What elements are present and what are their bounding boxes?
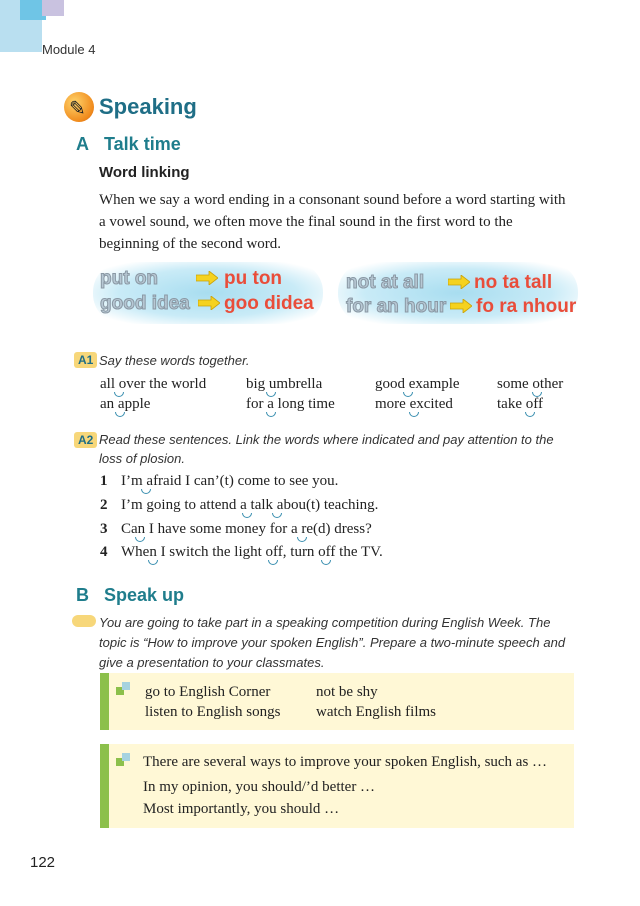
sentence: I’m going to attend a talk abou(t) teaching. (121, 497, 379, 513)
sentence: I’m afraid I can’(t) come to see you. (121, 473, 339, 489)
part-b-letter: B (76, 585, 89, 605)
example-linked: pu ton (224, 268, 283, 289)
example-original: for an hour (346, 296, 447, 317)
example-linked: goo didea (224, 293, 314, 314)
a1-badge: A1 (74, 352, 97, 368)
link-mark (135, 537, 145, 542)
link-mark (525, 412, 535, 417)
part-a-letter: A (76, 134, 89, 154)
sentence: When I switch the light off, turn off the TV. (121, 544, 383, 560)
link-mark (409, 412, 419, 417)
intro-paragraph: When we say a word ending in a consonant sound before a word starting with a vowel sound, we often move the final sound in the first word to the beginning of the second word. (99, 192, 566, 252)
link-mark (266, 412, 276, 417)
link-mark (148, 560, 158, 565)
word-pair: more excited (375, 396, 453, 412)
sentence-number: 3 (100, 521, 108, 537)
arrow-right-icon (198, 296, 220, 310)
phrase-item: Most importantly, you should … (143, 801, 340, 817)
idea-item: not be shy (316, 684, 378, 700)
box-icon (122, 753, 130, 761)
word-linking-subtitle: Word linking (99, 164, 190, 181)
word-pair: good example (375, 376, 460, 392)
box-accent-bar (100, 744, 109, 828)
example-linked: no ta tall (474, 272, 553, 293)
module-label: Module 4 (42, 42, 96, 57)
link-mark (141, 489, 151, 494)
box-icon (122, 682, 130, 690)
sentence-number: 4 (100, 544, 108, 560)
link-mark (297, 537, 307, 542)
task-marker (72, 615, 96, 627)
example-original: good idea (100, 293, 190, 314)
part-a-title: Talk time (104, 134, 181, 154)
a2-badge: A2 (74, 432, 97, 448)
microphone-icon: ✎ (64, 92, 94, 122)
example-original: put on (100, 268, 159, 289)
a1-instruction: Say these words together. (99, 353, 250, 368)
word-pair: take off (497, 396, 543, 412)
part-a-heading (76, 134, 181, 155)
phrase-item: There are several ways to improve your spoken English, such as … (143, 754, 548, 770)
sentence-number: 2 (100, 497, 108, 513)
example-original: not at all (346, 272, 425, 293)
word-pair: all over the world (100, 376, 207, 392)
page-number: 122 (30, 854, 56, 871)
idea-item: watch English films (316, 704, 436, 720)
corner-decoration (42, 0, 64, 16)
arrow-right-icon (450, 299, 472, 313)
link-mark (321, 560, 331, 565)
link-mark (242, 513, 252, 518)
word-pair: some other (497, 376, 564, 392)
word-pair: an apple (100, 396, 151, 412)
idea-item: go to English Corner (145, 684, 271, 700)
sentence-number: 1 (100, 473, 108, 489)
arrow-right-icon (448, 275, 470, 289)
sentence: Can I have some money for a re(d) dress? (121, 521, 372, 537)
a2-instruction: Read these sentences. Link the words where indicated and pay attention to the loss of plosion. (99, 432, 554, 466)
box-accent-bar (100, 673, 109, 730)
link-mark (115, 412, 125, 417)
idea-item: listen to English songs (145, 704, 281, 720)
link-mark (268, 560, 278, 565)
phrase-item: In my opinion, you should/’d better … (143, 779, 376, 795)
link-mark (272, 513, 282, 518)
example-linked: fo ra nhour (476, 296, 577, 317)
part-b-heading (76, 585, 184, 606)
phrases-box (100, 744, 574, 828)
arrow-right-icon (196, 271, 218, 285)
word-pair: for a long time (246, 396, 335, 412)
section-title: Speaking (99, 94, 197, 119)
part-b-title: Speak up (104, 585, 185, 605)
word-pair: big umbrella (246, 376, 323, 392)
ideas-box (100, 673, 574, 730)
part-b-task: You are going to take part in a speaking competition during English Week. The topic is “How to improve your spoken English”. Prepare a two-minute speech and give a presentation to your classmates. (99, 615, 566, 670)
